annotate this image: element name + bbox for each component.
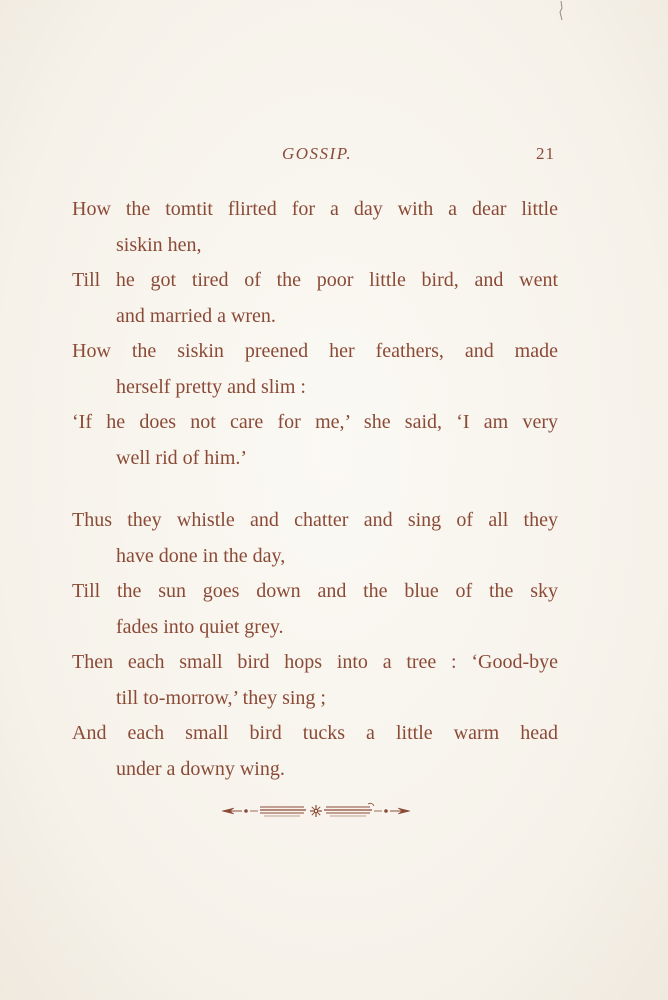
page-number: 21 (536, 144, 555, 163)
verse-line: Till the sun goes down and the blue of the sky (72, 580, 558, 602)
running-title: GOSSIP. (282, 144, 353, 163)
page-edge-mark (556, 0, 566, 22)
verse-line: How the siskin preened her feathers, and made (72, 340, 558, 362)
verse-line-continuation: and married a wren. (116, 304, 276, 327)
stanza-1 (72, 192, 572, 476)
verse-line-continuation: siskin hen, (116, 233, 202, 256)
verse-line: And each small bird tucks a little warm head (72, 722, 558, 744)
verse-line: How the tomtit flirted for a day with a dear little (72, 198, 558, 220)
tailpiece-ornament-icon (220, 800, 412, 822)
stanza-2 (72, 503, 572, 787)
verse-line-continuation: herself pretty and slim : (116, 375, 306, 398)
verse-line: Till he got tired of the poor little bird, and went (72, 269, 558, 291)
page-header (0, 144, 668, 170)
verse-line: Then each small bird hops into a tree : ‘Good-bye (72, 651, 558, 673)
verse-line-continuation: fades into quiet grey. (116, 615, 284, 638)
verse-line: ‘If he does not care for me,’ she said, ‘I am very (72, 411, 558, 433)
verse-line-continuation: till to-morrow,’ they sing ; (116, 686, 326, 709)
verse-line-continuation: well rid of him.’ (116, 446, 248, 469)
verse-line-continuation: under a downy wing. (116, 757, 285, 780)
verse-line: Thus they whistle and chatter and sing of all they (72, 509, 558, 531)
verse-line-continuation: have done in the day, (116, 544, 286, 567)
